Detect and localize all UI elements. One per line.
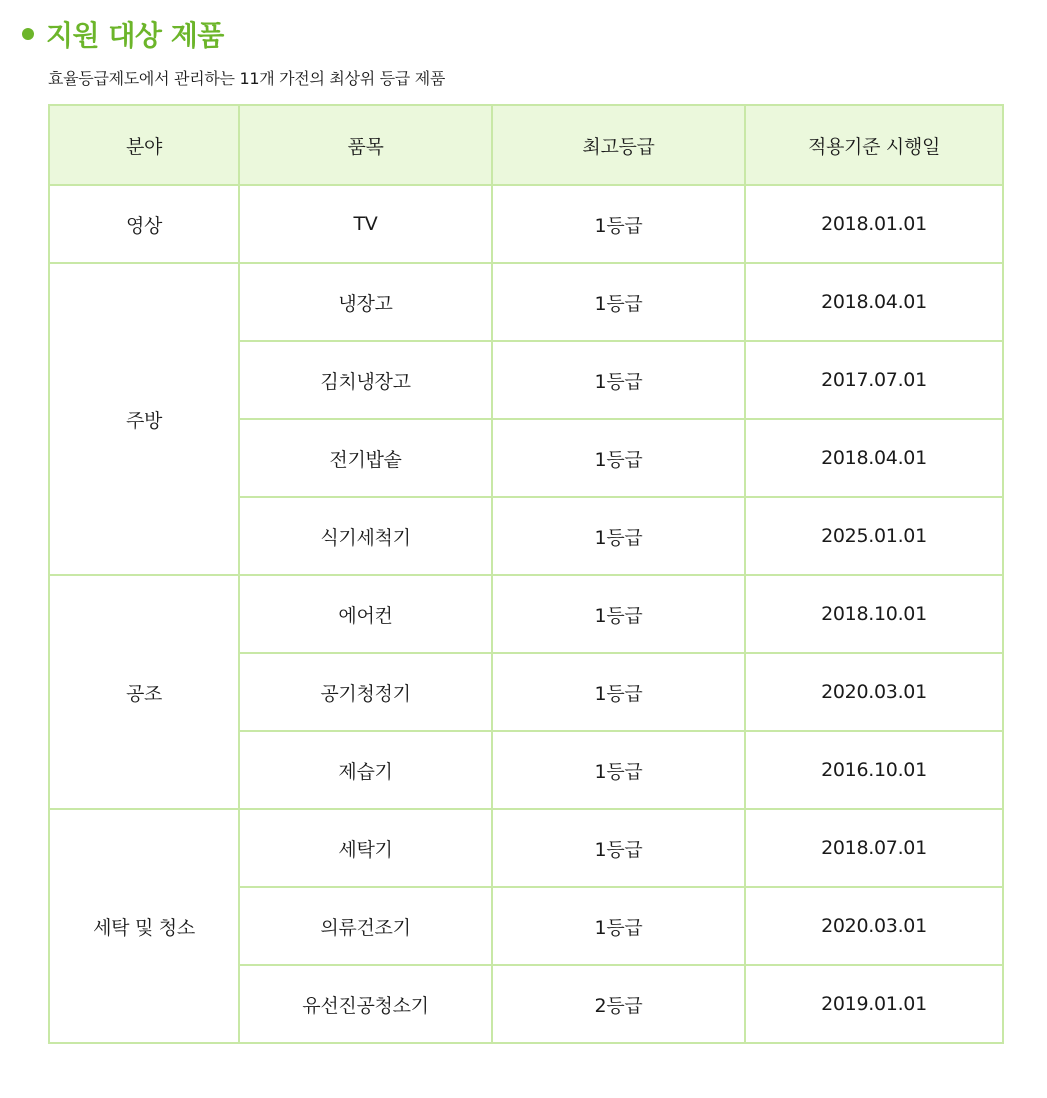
- grade-cell: 1등급: [492, 809, 745, 887]
- item-cell: 식기세척기: [239, 497, 492, 575]
- table-row: [49, 185, 1003, 263]
- bullet-dot-icon: [22, 28, 34, 40]
- grade-cell: 1등급: [492, 419, 745, 497]
- date-cell: 2018.07.01: [745, 809, 1003, 887]
- item-cell: 유선진공청소기: [239, 965, 492, 1043]
- section-title: 지원 대상 제품: [46, 19, 224, 52]
- date-cell: 2018.04.01: [745, 263, 1003, 341]
- grade-cell: 2등급: [492, 965, 745, 1043]
- table-row: [49, 263, 1003, 341]
- header-item: 품목: [239, 105, 492, 185]
- table-row: [49, 575, 1003, 653]
- grade-cell: 1등급: [492, 653, 745, 731]
- grade-cell: 1등급: [492, 731, 745, 809]
- section-heading: [22, 12, 224, 56]
- table-header-row: [49, 105, 1003, 185]
- category-cell: 주방: [49, 263, 239, 575]
- product-table: [48, 104, 1004, 1044]
- grade-cell: 1등급: [492, 497, 745, 575]
- item-cell: 제습기: [239, 731, 492, 809]
- grade-cell: 1등급: [492, 263, 745, 341]
- item-cell: 김치냉장고: [239, 341, 492, 419]
- header-category: 분야: [49, 105, 239, 185]
- item-cell: 공기청정기: [239, 653, 492, 731]
- date-cell: 2018.04.01: [745, 419, 1003, 497]
- item-cell: 세탁기: [239, 809, 492, 887]
- grade-cell: 1등급: [492, 341, 745, 419]
- item-cell: 의류건조기: [239, 887, 492, 965]
- header-grade: 최고등급: [492, 105, 745, 185]
- section-subtitle: 효율등급제도에서 관리하는 11개 가전의 최상위 등급 제품: [48, 69, 446, 88]
- date-cell: 2018.01.01: [745, 185, 1003, 263]
- category-cell: 세탁 및 청소: [49, 809, 239, 1043]
- grade-cell: 1등급: [492, 575, 745, 653]
- table-row: [49, 809, 1003, 887]
- item-cell: 전기밥솥: [239, 419, 492, 497]
- item-cell: 에어컨: [239, 575, 492, 653]
- header-date: 적용기준 시행일: [745, 105, 1003, 185]
- category-cell: 영상: [49, 185, 239, 263]
- grade-cell: 1등급: [492, 887, 745, 965]
- item-cell: 냉장고: [239, 263, 492, 341]
- grade-cell: 1등급: [492, 185, 745, 263]
- category-cell: 공조: [49, 575, 239, 809]
- date-cell: 2020.03.01: [745, 653, 1003, 731]
- date-cell: 2016.10.01: [745, 731, 1003, 809]
- date-cell: 2017.07.01: [745, 341, 1003, 419]
- item-cell: TV: [239, 185, 492, 263]
- date-cell: 2019.01.01: [745, 965, 1003, 1043]
- date-cell: 2020.03.01: [745, 887, 1003, 965]
- date-cell: 2018.10.01: [745, 575, 1003, 653]
- date-cell: 2025.01.01: [745, 497, 1003, 575]
